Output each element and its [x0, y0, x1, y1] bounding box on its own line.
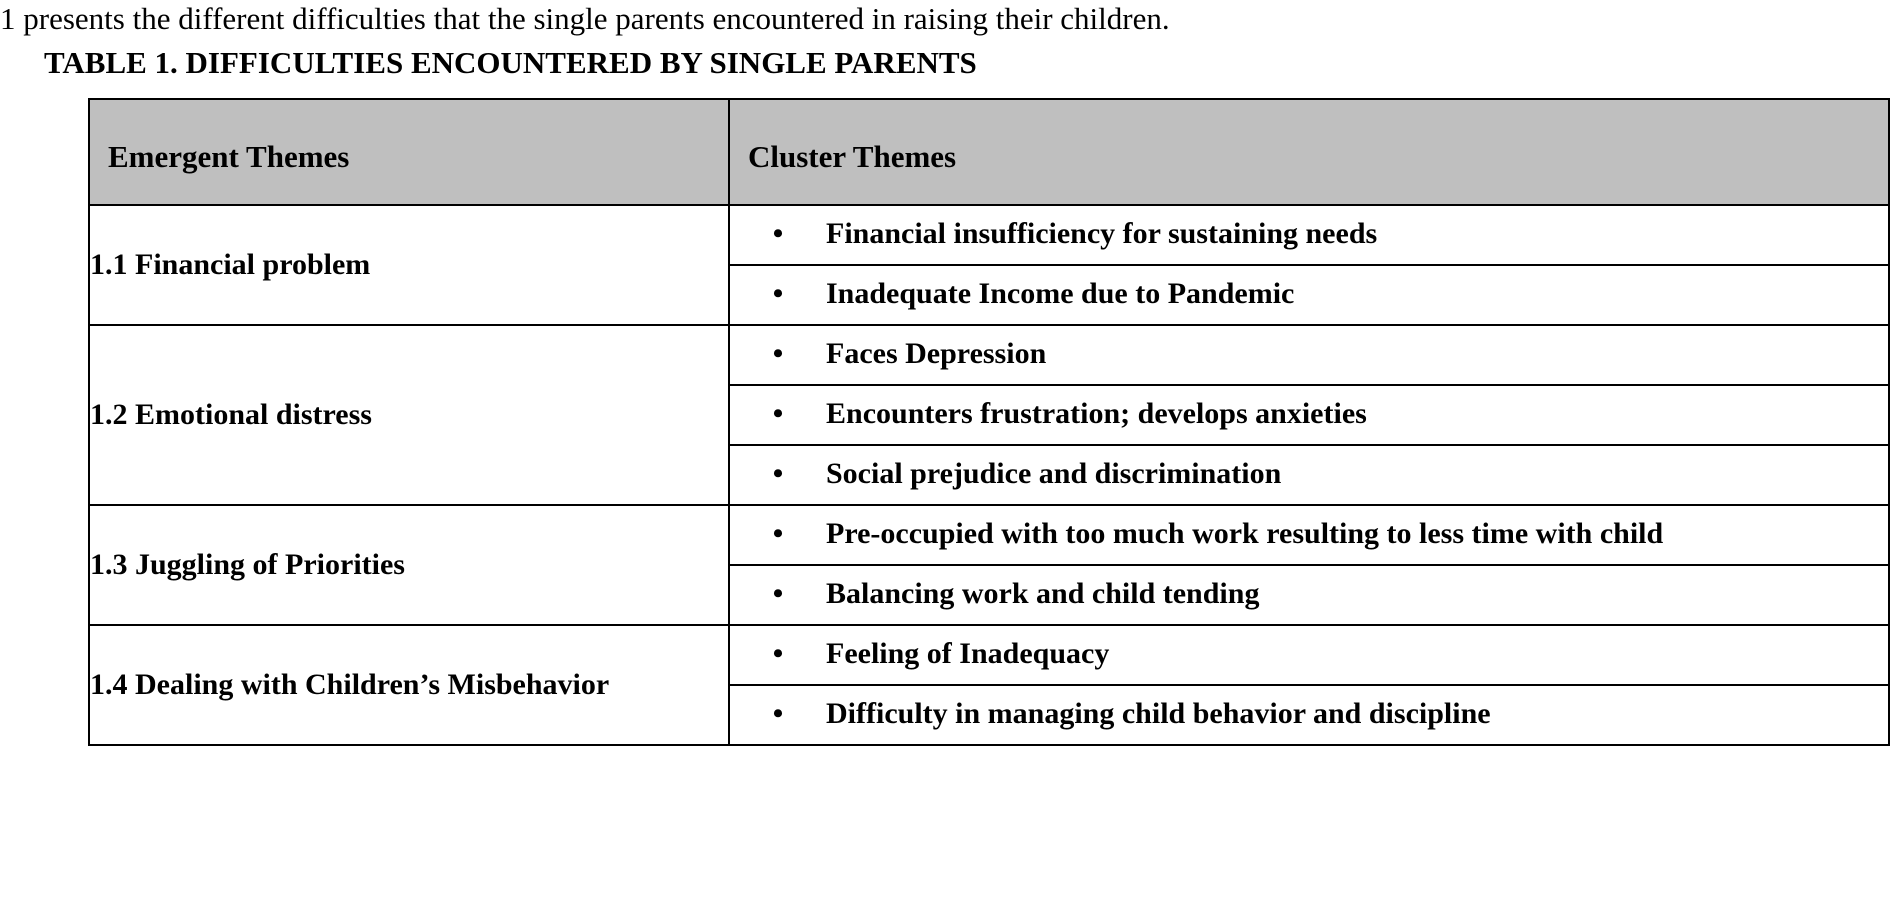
bullet-row — [730, 626, 1888, 684]
bullet-row — [730, 326, 1888, 384]
cluster-theme-text: Financial insufficiency for sustaining needs — [826, 217, 1378, 250]
emergent-theme-cell: 1.2 Emotional distress — [89, 325, 729, 505]
cluster-theme-text: Encounters frustration; develops anxieties — [826, 397, 1367, 430]
bullet-icon: • — [772, 517, 784, 550]
cluster-theme-text: Balancing work and child tending — [826, 577, 1260, 610]
cluster-list — [730, 206, 1888, 324]
table-row — [89, 505, 1889, 625]
list-item — [730, 626, 1888, 685]
cluster-theme-text: Difficulty in managing child behavior and discipline — [826, 697, 1491, 730]
cluster-theme-text: Inadequate Income due to Pandemic — [826, 277, 1295, 310]
column-header-emergent-themes — [89, 99, 729, 205]
bullet-row — [730, 266, 1888, 324]
table-body — [89, 205, 1889, 745]
table-row — [89, 325, 1889, 505]
bullet-row — [730, 566, 1888, 624]
list-item-cell — [730, 685, 1888, 744]
list-item — [730, 265, 1888, 324]
cluster-theme-text: Faces Depression — [826, 337, 1047, 370]
bullet-icon: • — [772, 457, 784, 490]
bullet-icon: • — [772, 577, 784, 610]
list-item — [730, 326, 1888, 385]
column-header-cluster-themes-label: Cluster Themes — [748, 139, 957, 174]
table-caption: TABLE 1. DIFFICULTIES ENCOUNTERED BY SINGLE PARENTS — [44, 45, 977, 80]
bullet-row — [730, 386, 1888, 444]
bullet-row — [730, 206, 1888, 264]
list-item — [730, 445, 1888, 504]
list-item-cell — [730, 265, 1888, 324]
column-header-cluster-themes — [729, 99, 1889, 205]
cluster-theme-text: Feeling of Inadequacy — [826, 637, 1110, 670]
list-item-cell — [730, 445, 1888, 504]
cluster-theme-cell — [729, 325, 1889, 505]
bullet-row — [730, 506, 1888, 564]
list-item — [730, 385, 1888, 445]
table-row — [89, 625, 1889, 745]
list-item-cell — [730, 506, 1888, 565]
list-item-cell — [730, 626, 1888, 685]
bullet-icon: • — [772, 337, 784, 370]
bullet-icon: • — [772, 637, 784, 670]
bullet-icon: • — [772, 217, 784, 250]
bullet-icon: • — [772, 397, 784, 430]
list-item — [730, 685, 1888, 744]
cluster-list — [730, 506, 1888, 624]
list-item-cell — [730, 565, 1888, 624]
bullet-icon: • — [772, 277, 784, 310]
list-item — [730, 506, 1888, 565]
cluster-theme-cell — [729, 505, 1889, 625]
list-item — [730, 206, 1888, 265]
cluster-theme-cell — [729, 625, 1889, 745]
emergent-theme-cell: 1.4 Dealing with Children’s Misbehavior — [89, 625, 729, 745]
list-item-cell — [730, 206, 1888, 265]
table-row — [89, 205, 1889, 325]
cluster-theme-text: Pre-occupied with too much work resulting to less time with child — [826, 517, 1664, 550]
emergent-theme-cell: 1.1 Financial problem — [89, 205, 729, 325]
intro-paragraph: 1 presents the different difficulties that the single parents encountered in raising their children. — [0, 1, 1170, 36]
column-header-emergent-themes-label: Emergent Themes — [108, 139, 350, 174]
list-item-cell — [730, 326, 1888, 385]
bullet-row — [730, 686, 1888, 744]
table-header-row — [89, 99, 1889, 205]
bullet-row — [730, 446, 1888, 504]
emergent-theme-cell: 1.3 Juggling of Priorities — [89, 505, 729, 625]
bullet-icon: • — [772, 697, 784, 730]
cluster-theme-text: Social prejudice and discrimination — [826, 457, 1282, 490]
list-item-cell — [730, 385, 1888, 445]
difficulties-table — [88, 98, 1890, 746]
cluster-list — [730, 626, 1888, 744]
table-header — [89, 99, 1889, 205]
list-item — [730, 565, 1888, 624]
cluster-theme-cell — [729, 205, 1889, 325]
cluster-list — [730, 326, 1888, 504]
